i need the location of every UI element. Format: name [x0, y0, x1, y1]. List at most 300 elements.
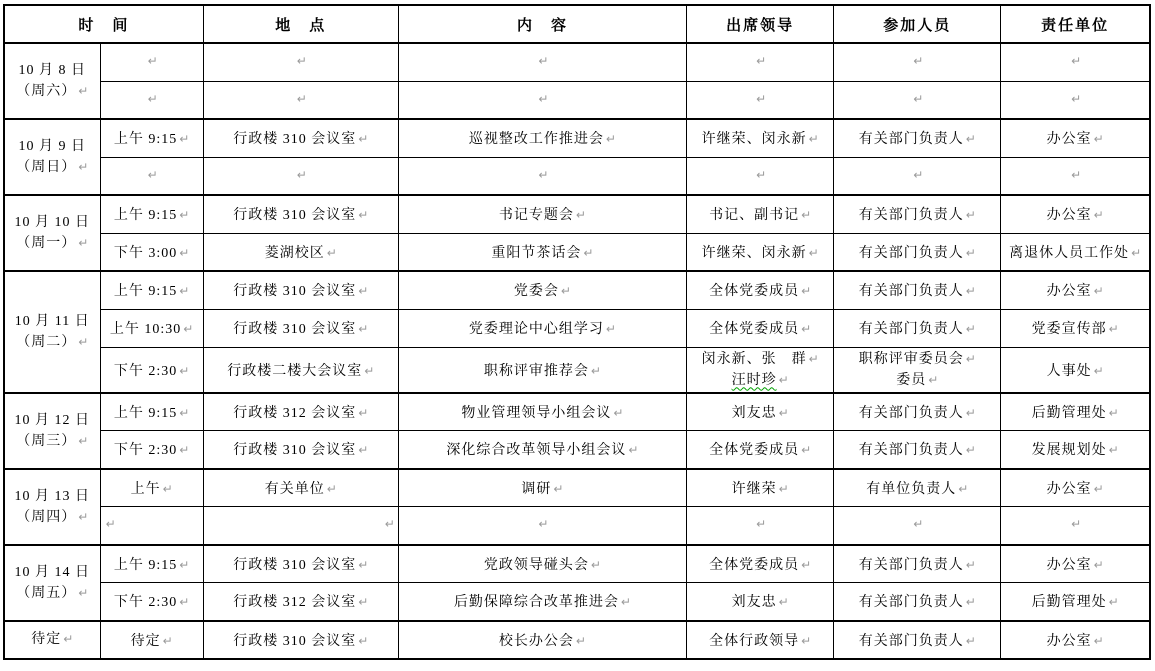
- cell-text: 上午 9:15: [113, 557, 178, 573]
- col-header-unit: 责任单位: [1001, 5, 1150, 43]
- paragraph-mark-icon: ↵: [801, 633, 812, 648]
- cell-text: 职称评审委员会: [858, 351, 964, 367]
- cell-content: [398, 583, 686, 621]
- schedule-row: [4, 393, 1150, 431]
- cell-text: 有关部门负责人: [858, 208, 964, 224]
- cell-participants: [834, 81, 1001, 119]
- paragraph-mark-icon: ↵: [756, 91, 767, 106]
- cell-participants: [834, 393, 1001, 431]
- cell-text: 物业管理领导小组会议: [461, 405, 612, 421]
- cell-time: [100, 621, 203, 659]
- paragraph-mark-icon: ↵: [78, 84, 89, 98]
- cell-text: 下午 2:30: [113, 443, 178, 459]
- cell-text: 10 月 12 日: [14, 412, 91, 428]
- cell-unit: [1001, 469, 1150, 507]
- cell-participants: [834, 309, 1001, 347]
- cell-text: 人事处: [1046, 363, 1092, 379]
- paragraph-mark-icon: ↵: [801, 443, 812, 458]
- cell-text: 行政楼 312 会议室: [233, 405, 357, 421]
- cell-text: 菱湖校区: [264, 245, 325, 261]
- cell-text: 书记、副书记: [709, 208, 800, 224]
- paragraph-mark-icon: ↵: [179, 284, 190, 299]
- cell-content: [398, 233, 686, 271]
- paragraph-mark-icon: ↵: [778, 481, 789, 496]
- cell-text: 全体党委成员: [709, 322, 800, 337]
- cell-text: （周一）: [16, 236, 77, 251]
- paragraph-mark-icon: ↵: [179, 208, 190, 223]
- cell-unit: [1001, 271, 1150, 309]
- paragraph-mark-icon: ↵: [756, 54, 767, 69]
- cell-text: 有关部门负责人: [858, 633, 964, 649]
- paragraph-mark-icon: ↵: [1093, 284, 1104, 299]
- paragraph-mark-icon: ↵: [965, 351, 976, 366]
- date-cell: [4, 393, 100, 469]
- cell-location: [203, 431, 398, 469]
- cell-text: （周四）: [16, 509, 77, 525]
- cell-location: [203, 233, 398, 271]
- cell-text: 重阳节茶话会: [491, 245, 582, 261]
- cell-text: 巡视整改工作推进会: [468, 132, 604, 148]
- cell-text: 办公室: [1046, 557, 1092, 573]
- paragraph-mark-icon: ↵: [913, 517, 924, 532]
- paragraph-mark-icon: ↵: [179, 557, 190, 572]
- cell-text: 职称评审推荐会: [483, 363, 589, 379]
- cell-content: [398, 469, 686, 507]
- cell-text: 上午 9:15: [113, 208, 178, 224]
- paragraph-mark-icon: ↵: [358, 557, 369, 572]
- paragraph-mark-icon: ↵: [179, 132, 190, 147]
- cell-text: （周六）: [16, 84, 77, 99]
- cell-location: [203, 309, 398, 347]
- paragraph-mark-icon: ↵: [575, 633, 586, 648]
- cell-leaders: [687, 621, 834, 659]
- paragraph-mark-icon: ↵: [162, 633, 173, 648]
- cell-unit: [1001, 195, 1150, 233]
- cell-text: 全体党委成员: [709, 443, 800, 459]
- cell-leaders: [687, 157, 834, 195]
- cell-content: [398, 431, 686, 469]
- cell-text: 待定: [31, 632, 62, 647]
- paragraph-mark-icon: ↵: [808, 132, 819, 147]
- paragraph-mark-icon: ↵: [928, 372, 939, 387]
- paragraph-mark-icon: ↵: [605, 132, 616, 147]
- cell-text: 有关部门负责人: [858, 443, 964, 459]
- cell-time: [100, 583, 203, 621]
- date-cell: [4, 271, 100, 393]
- cell-text: 调研: [521, 481, 552, 497]
- paragraph-mark-icon: ↵: [965, 245, 976, 260]
- paragraph-mark-icon: ↵: [958, 481, 969, 496]
- paragraph-mark-icon: ↵: [965, 208, 976, 223]
- paragraph-mark-icon: ↵: [605, 322, 616, 336]
- cell-text: 后勤管理处: [1031, 405, 1107, 421]
- cell-text: 党委会: [513, 284, 559, 300]
- cell-participants: [834, 347, 1001, 393]
- cell-text: 有关部门负责人: [858, 245, 964, 261]
- schedule-row: [4, 583, 1150, 621]
- schedule-table: [3, 4, 1151, 660]
- paragraph-mark-icon: ↵: [1093, 363, 1104, 378]
- paragraph-mark-icon: ↵: [590, 557, 601, 572]
- paragraph-mark-icon: ↵: [78, 585, 89, 600]
- schedule-row: [4, 81, 1150, 119]
- cell-text: （周二）: [16, 334, 77, 350]
- paragraph-mark-icon: ↵: [801, 208, 812, 223]
- cell-text: 有关部门负责人: [858, 132, 964, 148]
- cell-unit: [1001, 583, 1150, 621]
- cell-text: 党委宣传部: [1031, 322, 1107, 337]
- paragraph-mark-icon: ↵: [538, 167, 549, 182]
- cell-participants: [834, 271, 1001, 309]
- paragraph-mark-icon: ↵: [364, 363, 375, 378]
- cell-location: [203, 545, 398, 583]
- cell-text: 行政楼二楼大会议室: [227, 363, 363, 379]
- paragraph-mark-icon: ↵: [147, 167, 158, 182]
- cell-unit: [1001, 507, 1150, 545]
- cell-text: （周三）: [16, 433, 77, 449]
- paragraph-mark-icon: ↵: [179, 363, 190, 378]
- paragraph-mark-icon: ↵: [384, 517, 395, 532]
- paragraph-mark-icon: ↵: [1071, 517, 1082, 532]
- cell-time: [100, 507, 203, 545]
- paragraph-mark-icon: ↵: [296, 167, 307, 182]
- cell-participants: [834, 507, 1001, 545]
- cell-text: 上午 10:30: [109, 322, 182, 337]
- cell-text: 深化综合改革领导小组会议: [446, 443, 627, 459]
- paragraph-mark-icon: ↵: [179, 405, 190, 420]
- cell-participants: [834, 43, 1001, 81]
- cell-text: 校长办公会: [498, 633, 574, 649]
- cell-unit: [1001, 393, 1150, 431]
- cell-text: 办公室: [1046, 132, 1092, 148]
- date-cell: [4, 545, 100, 621]
- cell-participants: [834, 195, 1001, 233]
- paragraph-mark-icon: ↵: [965, 595, 976, 610]
- cell-text: 行政楼 310 会议室: [233, 208, 357, 224]
- paragraph-mark-icon: ↵: [296, 91, 307, 106]
- paragraph-mark-icon: ↵: [78, 433, 89, 448]
- cell-text: 行政楼 310 会议室: [233, 322, 357, 337]
- schedule-row: [4, 431, 1150, 469]
- paragraph-mark-icon: ↵: [78, 509, 89, 524]
- cell-text: 10 月 11 日: [14, 313, 90, 329]
- paragraph-mark-icon: ↵: [575, 208, 586, 223]
- cell-unit: [1001, 233, 1150, 271]
- paragraph-mark-icon: ↵: [1108, 405, 1119, 420]
- cell-content: [398, 393, 686, 431]
- cell-participants: [834, 431, 1001, 469]
- cell-participants: [834, 157, 1001, 195]
- paragraph-mark-icon: ↵: [1071, 91, 1082, 106]
- cell-time: [100, 119, 203, 157]
- paragraph-mark-icon: ↵: [358, 322, 369, 336]
- cell-content: [398, 347, 686, 393]
- paragraph-mark-icon: ↵: [358, 132, 369, 147]
- cell-text: 闵永新、张 群: [701, 351, 807, 367]
- cell-text: 有单位负责人: [866, 481, 957, 497]
- paragraph-mark-icon: ↵: [147, 54, 158, 69]
- cell-content: [398, 545, 686, 583]
- col-header-content: 内 容: [398, 5, 686, 43]
- cell-text: 全体党委成员: [709, 557, 800, 573]
- schedule-row: [4, 233, 1150, 271]
- date-cell: [4, 621, 100, 659]
- cell-content: [398, 309, 686, 347]
- cell-time: [100, 157, 203, 195]
- schedule-row: [4, 309, 1150, 347]
- cell-text: 有关部门负责人: [858, 595, 964, 611]
- cell-text: 全体行政领导: [709, 633, 800, 649]
- cell-unit: [1001, 545, 1150, 583]
- cell-content: [398, 271, 686, 309]
- cell-participants: [834, 583, 1001, 621]
- paragraph-mark-icon: ↵: [78, 236, 89, 250]
- cell-participants: [834, 621, 1001, 659]
- cell-location: [203, 507, 398, 545]
- cell-text: 10 月 14 日: [14, 564, 91, 580]
- paragraph-mark-icon: ↵: [326, 481, 337, 496]
- paragraph-mark-icon: ↵: [358, 208, 369, 223]
- cell-leaders: [687, 119, 834, 157]
- cell-text: 10 月 10 日: [14, 215, 91, 230]
- paragraph-mark-icon: ↵: [147, 91, 158, 106]
- cell-leaders: [687, 233, 834, 271]
- schedule-row: [4, 271, 1150, 309]
- paragraph-mark-icon: ↵: [538, 91, 549, 106]
- paragraph-mark-icon: ↵: [1093, 208, 1104, 223]
- cell-leaders: [687, 469, 834, 507]
- cell-text: 有关部门负责人: [858, 322, 964, 337]
- paragraph-mark-icon: ↵: [553, 481, 564, 496]
- paragraph-mark-icon: ↵: [801, 284, 812, 299]
- paragraph-mark-icon: ↵: [78, 160, 89, 174]
- cell-text: （周五）: [16, 585, 77, 601]
- cell-participants: [834, 233, 1001, 271]
- paragraph-mark-icon: ↵: [560, 284, 571, 299]
- cell-time: [100, 43, 203, 81]
- cell-leaders: [687, 507, 834, 545]
- cell-location: [203, 621, 398, 659]
- paragraph-mark-icon: ↵: [63, 632, 74, 646]
- paragraph-mark-icon: ↵: [778, 595, 789, 610]
- cell-location: [203, 195, 398, 233]
- cell-leaders: [687, 347, 834, 393]
- schedule-row: [4, 621, 1150, 659]
- cell-text: 发展规划处: [1031, 443, 1107, 459]
- col-header-participants: 参加人员: [834, 5, 1001, 43]
- paragraph-mark-icon: ↵: [78, 334, 89, 349]
- cell-location: [203, 271, 398, 309]
- schedule-row: [4, 545, 1150, 583]
- paragraph-mark-icon: ↵: [1093, 557, 1104, 572]
- schedule-row: [4, 43, 1150, 81]
- cell-time: [100, 393, 203, 431]
- schedule-row: [4, 195, 1150, 233]
- paragraph-mark-icon: ↵: [913, 91, 924, 106]
- schedule-row: [4, 469, 1150, 507]
- cell-time: [100, 347, 203, 393]
- cell-location: [203, 157, 398, 195]
- paragraph-mark-icon: ↵: [179, 245, 190, 260]
- cell-unit: [1001, 157, 1150, 195]
- cell-leaders: [687, 81, 834, 119]
- cell-time: [100, 469, 203, 507]
- paragraph-mark-icon: ↵: [756, 517, 767, 532]
- paragraph-mark-icon: ↵: [183, 322, 194, 336]
- paragraph-mark-icon: ↵: [358, 405, 369, 420]
- cell-text: 10 月 9 日: [18, 139, 87, 154]
- cell-text: 书记专题会: [498, 208, 574, 224]
- cell-text: 全体党委成员: [709, 284, 800, 300]
- cell-participants: [834, 545, 1001, 583]
- cell-time: [100, 271, 203, 309]
- paragraph-mark-icon: ↵: [179, 595, 190, 610]
- cell-unit: [1001, 431, 1150, 469]
- cell-text: （周日）: [16, 160, 77, 175]
- cell-location: [203, 119, 398, 157]
- cell-time: [100, 81, 203, 119]
- paragraph-mark-icon: ↵: [965, 284, 976, 299]
- cell-leaders: [687, 309, 834, 347]
- paragraph-mark-icon: ↵: [583, 245, 594, 260]
- paragraph-mark-icon: ↵: [620, 595, 631, 610]
- cell-text: 行政楼 310 会议室: [233, 284, 357, 300]
- cell-time: [100, 233, 203, 271]
- paragraph-mark-icon: ↵: [358, 284, 369, 299]
- schedule-row: [4, 347, 1150, 393]
- cell-text: 10 月 8 日: [18, 63, 87, 78]
- paragraph-mark-icon: ↵: [1108, 322, 1119, 336]
- paragraph-mark-icon: ↵: [162, 481, 173, 496]
- cell-unit: [1001, 621, 1150, 659]
- cell-content: [398, 621, 686, 659]
- paragraph-mark-icon: ↵: [326, 245, 337, 260]
- cell-text: 有关单位: [264, 481, 325, 497]
- cell-content: [398, 157, 686, 195]
- cell-text: 有关部门负责人: [858, 557, 964, 573]
- cell-text: 办公室: [1046, 284, 1092, 300]
- cell-participants: [834, 469, 1001, 507]
- cell-text: 下午 3:00: [113, 245, 178, 261]
- cell-text: 10 月 13 日: [14, 488, 91, 504]
- date-cell: [4, 195, 100, 271]
- cell-text: 行政楼 310 会议室: [233, 132, 357, 148]
- paragraph-mark-icon: ↵: [965, 405, 976, 420]
- paragraph-mark-icon: ↵: [756, 167, 767, 182]
- cell-text: 上午: [130, 481, 161, 497]
- cell-leaders: [687, 271, 834, 309]
- paragraph-mark-icon: ↵: [1108, 443, 1119, 458]
- schedule-row: [4, 157, 1150, 195]
- paragraph-mark-icon: ↵: [613, 405, 624, 420]
- cell-text: 上午 9:15: [113, 405, 178, 421]
- cell-text: 办公室: [1046, 481, 1092, 497]
- cell-unit: [1001, 43, 1150, 81]
- paragraph-mark-icon: ↵: [1071, 167, 1082, 182]
- cell-text: 上午 9:15: [113, 132, 178, 148]
- paragraph-mark-icon: ↵: [538, 54, 549, 69]
- cell-content: [398, 81, 686, 119]
- cell-location: [203, 347, 398, 393]
- col-header-time: 时 间: [4, 5, 203, 43]
- cell-leaders: [687, 393, 834, 431]
- schedule-row: [4, 507, 1150, 545]
- cell-time: [100, 195, 203, 233]
- paragraph-mark-icon: ↵: [296, 54, 307, 69]
- cell-text: 后勤管理处: [1031, 595, 1107, 611]
- paragraph-mark-icon: ↵: [965, 557, 976, 572]
- cell-leaders: [687, 431, 834, 469]
- cell-unit: [1001, 347, 1150, 393]
- cell-text: 后勤保障综合改革推进会: [453, 595, 619, 611]
- cell-leaders: [687, 195, 834, 233]
- paragraph-mark-icon: ↵: [801, 557, 812, 572]
- col-header-location: 地 点: [203, 5, 398, 43]
- cell-unit: [1001, 119, 1150, 157]
- cell-unit: [1001, 309, 1150, 347]
- cell-text: 党委理论中心组学习: [468, 322, 604, 337]
- paragraph-mark-icon: ↵: [590, 363, 601, 378]
- cell-text: 许继荣: [731, 481, 777, 497]
- cell-text: 下午 2:30: [113, 363, 178, 379]
- cell-text: 离退休人员工作处: [1009, 245, 1130, 261]
- paragraph-mark-icon: ↵: [808, 245, 819, 260]
- paragraph-mark-icon: ↵: [358, 595, 369, 610]
- paragraph-mark-icon: ↵: [965, 443, 976, 458]
- paragraph-mark-icon: ↵: [358, 443, 369, 458]
- paragraph-mark-icon: ↵: [1108, 595, 1119, 610]
- paragraph-mark-icon: ↵: [1131, 245, 1142, 260]
- cell-text: 办公室: [1046, 208, 1092, 224]
- cell-text: 行政楼 312 会议室: [233, 595, 357, 611]
- paragraph-mark-icon: ↵: [538, 517, 549, 532]
- cell-location: [203, 583, 398, 621]
- cell-time: [100, 309, 203, 347]
- paragraph-mark-icon: ↵: [1093, 633, 1104, 648]
- date-cell: [4, 469, 100, 545]
- cell-text: 许继荣、闵永新: [701, 245, 807, 261]
- schedule-row: [4, 119, 1150, 157]
- paragraph-mark-icon: ↵: [801, 322, 812, 336]
- cell-text: 行政楼 310 会议室: [233, 443, 357, 459]
- cell-unit: [1001, 81, 1150, 119]
- cell-content: [398, 43, 686, 81]
- cell-location: [203, 393, 398, 431]
- paragraph-mark-icon: ↵: [913, 54, 924, 69]
- cell-leaders: [687, 583, 834, 621]
- cell-text: 许继荣、闵永新: [701, 132, 807, 148]
- cell-content: [398, 507, 686, 545]
- date-cell: [4, 119, 100, 195]
- cell-text: 上午 9:15: [113, 284, 178, 300]
- paragraph-mark-icon: ↵: [1093, 481, 1104, 496]
- cell-participants: [834, 119, 1001, 157]
- cell-text: 待定: [130, 633, 161, 649]
- cell-text: 行政楼 310 会议室: [233, 557, 357, 573]
- date-cell: [4, 43, 100, 119]
- cell-content: [398, 195, 686, 233]
- paragraph-mark-icon: ↵: [179, 443, 190, 458]
- header-row: [4, 5, 1150, 43]
- cell-text: 行政楼 310 会议室: [233, 633, 357, 649]
- cell-text: 有关部门负责人: [858, 405, 964, 421]
- cell-location: [203, 469, 398, 507]
- paragraph-mark-icon: ↵: [778, 405, 789, 420]
- paragraph-mark-icon: ↵: [628, 443, 639, 458]
- cell-text: 下午 2:30: [113, 595, 178, 611]
- cell-text: 委员: [896, 372, 927, 388]
- cell-text: 办公室: [1046, 633, 1092, 649]
